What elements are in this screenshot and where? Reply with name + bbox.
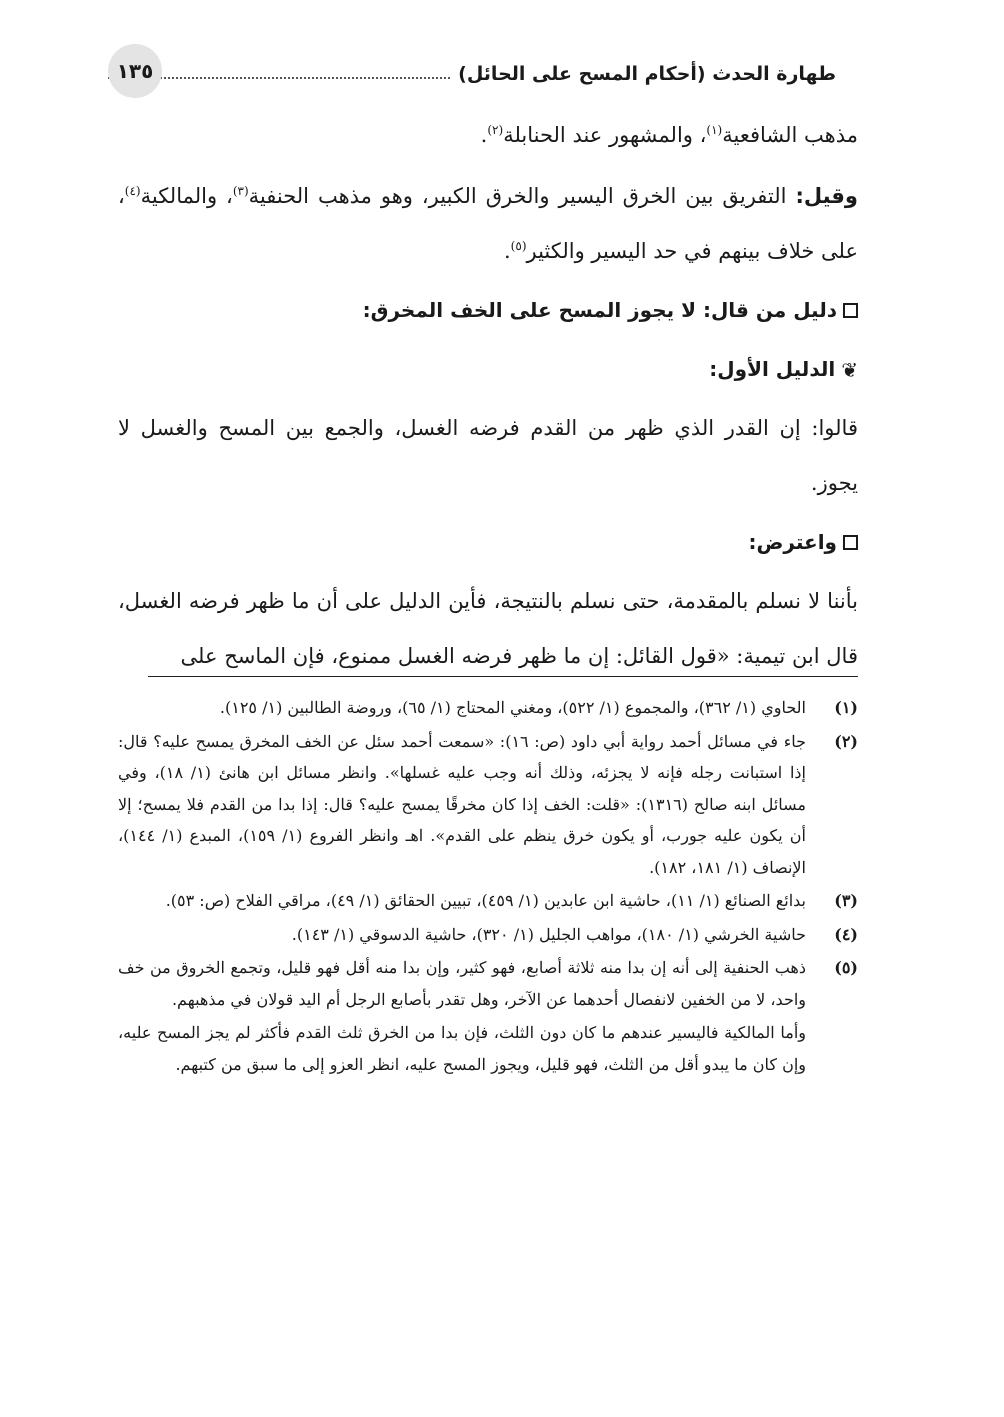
- paragraph-3: قالوا: إن القدر الذي ظهر من القدم فرضه الغسل، والجمع بين المسح والغسل لا يجوز.: [118, 416, 858, 495]
- running-header: [108, 44, 844, 104]
- footnote-text: جاء في مسائل أحمد رواية أبي داود (ص: ١٦): «سمعت أحمد سئل عن الخف المخرق يمسح عليه؟ قال: إذا استبانت رجله فإنه لا يجزئه، وذلك أنه وجب عليه غسلها». وانظر مسائل ابن هانئ (١/ ١٨)، وفي مسائل ابنه صالح (١٣١٦): «قلت: الخف إذا كان مخرقًا يمسح عليه؟ قال: إذا بدا من القدم فلا يمسح؛ إلا أن يكون عليه جورب، أو يكون خرق ينظم على القدم». اهـ وانظر الفروع (١/ ١٥٩)، المبدع (١/ ١٤٤)، الإنصاف (١/ ١٨١، ١٨٢).: [118, 731, 807, 877]
- footnote-number: (٢): [834, 731, 858, 751]
- main-text: [118, 108, 858, 684]
- footnote-separator: [148, 676, 858, 677]
- page-number: ١٣٥: [108, 44, 162, 98]
- footnote-number: (١): [834, 698, 858, 717]
- footnotes: [118, 692, 858, 1080]
- running-title: طهارة الحدث (أحكام المسح على الحائل): [458, 63, 836, 85]
- footnote-ref-2[interactable]: (٢): [487, 123, 504, 137]
- footnote-text: حاشية الخرشي (١/ ١٨٠)، مواهب الجليل (١/ ٣٢٠)، حاشية الدسوقي (١/ ١٤٣).: [291, 924, 806, 944]
- paragraph-2: وقيل: التفريق بين الخرق اليسير والخرق الكبير، وهو مذهب الحنفية$^{(٣)}$، والمالكية$^{(٤)}$، على خلاف بينهم في حد اليسير والكثير$^{(٥)}$.: [118, 184, 858, 263]
- checkbox-square-icon: [843, 535, 858, 550]
- footnote-1: [118, 692, 858, 724]
- section-heading-objection: واعترض:: [118, 515, 858, 570]
- section-heading-first-evidence: ❦ الدليل الأول:: [709, 357, 858, 382]
- footnote-ref-5[interactable]: (٥): [510, 239, 527, 253]
- footnote-number: (٤): [834, 924, 858, 944]
- footnote-ref-1[interactable]: (١): [706, 123, 723, 137]
- footnote-5-continued: وأما المالكية فاليسير عندهم ما كان دون الثلث، فإن بدا من الخرق ثلث القدم فأكثر لم يجز المسح عليه، وإن كان ما يبدو أقل من الثلث، فهو قليل، ويجوز المسح عليه، انظر العزو إلى ما سبق من كتبهم.: [118, 1023, 806, 1074]
- footnote-5: [118, 952, 858, 1015]
- footnote-number: (٥): [834, 958, 858, 977]
- footnote-3: [118, 885, 858, 917]
- checkbox-square-icon: [843, 303, 858, 318]
- footnote-4: [118, 919, 858, 951]
- footnote-text: الحاوي (١/ ٣٦٢)، والمجموع (١/ ٥٢٢)، ومغني المحتاج (١/ ٦٥)، وروضة الطالبين (١/ ١٢٥).: [219, 698, 806, 717]
- footnote-text: بدائع الصنائع (١/ ١١)، حاشية ابن عابدين (١/ ٤٥٩)، تبيين الحقائق (١/ ٤٩)، مراقي الفلاح (ص: ٥٣).: [165, 891, 806, 910]
- footnote-2: [118, 726, 858, 884]
- footnote-ref-3[interactable]: (٣): [232, 184, 249, 198]
- paragraph-1: مذهب الشافعية$^{(١)}$، والمشهور عند الحنابلة$^{(٢)}$.: [480, 123, 858, 147]
- footnote-ref-4[interactable]: (٤): [124, 184, 141, 198]
- footnote-number: (٣): [834, 891, 858, 910]
- leaf-ornament-icon: ❦: [841, 357, 858, 382]
- paragraph-4: بأننا لا نسلم بالمقدمة، حتى نسلم بالنتيجة، فأين الدليل على أن ما ظهر فرضه الغسل، قال ابن تيمية: «قول القائل: إن ما ظهر فرضه الغسل ممنوع، فإن الماسح على: [118, 589, 858, 668]
- section-heading-evidence: دليل من قال: لا يجوز المسح على الخف المخرق:: [118, 283, 858, 338]
- footnote-text: ذهب الحنفية إلى أنه إن بدا منه ثلاثة أصابع، فهو كثير، وإن بدا منه أقل فهو قليل، وتجمع الخروق من خف واحد، لا من الخفين لانفصال أحدهما عن الآخر، وهل تقدر بأصابع الرجل أم اليد قولان في مذهبهم.: [118, 958, 806, 1009]
- paragraph-lead: وقيل:: [795, 184, 858, 208]
